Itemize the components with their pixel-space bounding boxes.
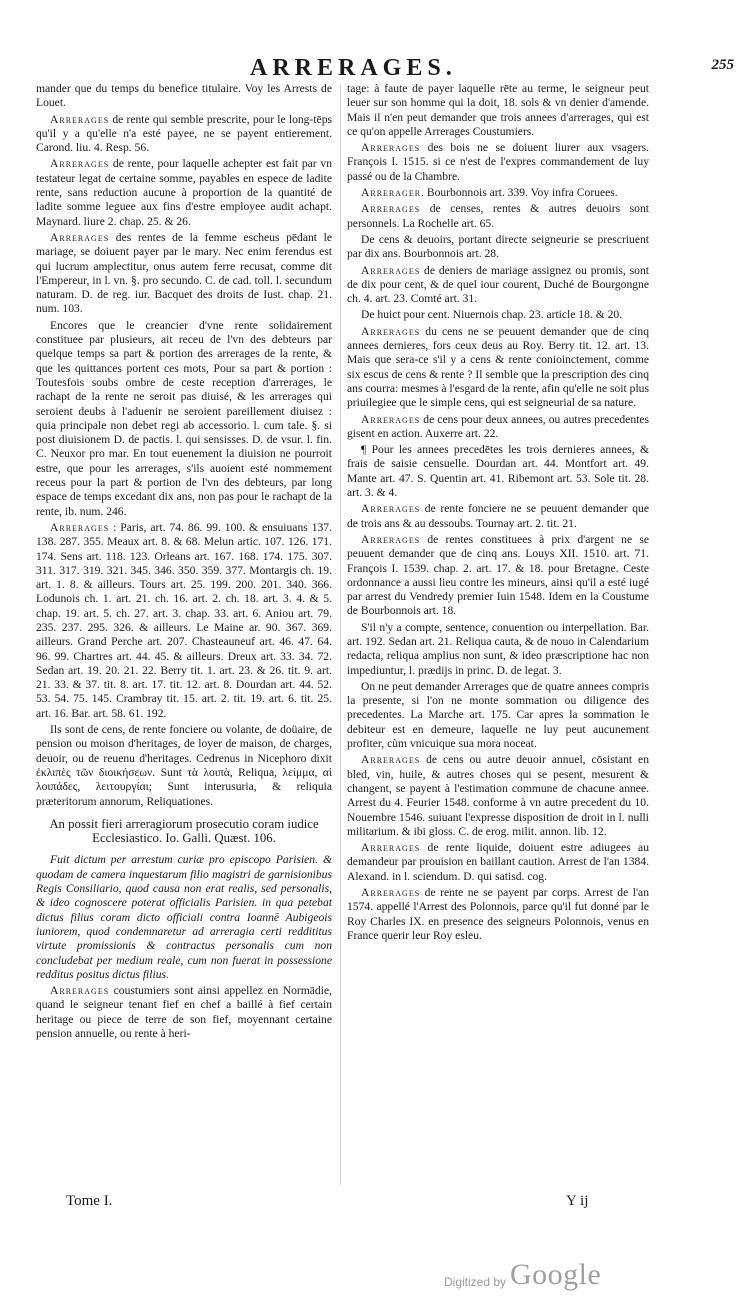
digitized-by-text: Digitized by bbox=[444, 1275, 507, 1289]
paragraph: Arrerages des bois ne se doiuent liurer aux vsagers. François I. 1515. si ce n'est de l'expres commandement de luy passé ou de la Chambre. bbox=[347, 141, 649, 183]
paragraph: Arrerages de rente fonciere ne se peuuent demander que de trois ans & au dessoubs. Tournay art. 2. tit. 21. bbox=[347, 502, 649, 530]
paragraph: Arrerages de deniers de mariage assignez ou promis, sont de dix pour cent, & de quel iour courent, Duché de Bourgongne ch. 4. art. 23. Comté art. 31. bbox=[347, 263, 649, 306]
paragraph: Arrerages de rente ne se payent par corps. Arrest de l'an 1574. appellé l'Arrest des Polonnois, parce qu'il fut donné par le Roy Charles IX. en presence des seigneurs Polonnois, venus en France querir leur Roy esleu. bbox=[347, 886, 649, 942]
paragraph: S'il n'y a compte, sentence, conuention ou interpellation. Bar. art. 192. Sedan art. 21. Reliqua cauta, & de nouo in Calendarium redacta, reliqua amplius non sunt, & ideo præscriptione hac non impediuntur, l. prædijs in princ. D. de legat. 3. bbox=[347, 620, 649, 677]
latin-paragraph: Fuit dictum per arrestum curiæ pro episcopo Parisien. & quodam de camera inquestarum filio magistri de garnisionibus Regis Consiliario, quod causa non erat realis, sed personalis, & ideo cognoscere poterat officialis Parisien. in qua petebat dictus filius coram dicto officiali contra Ioannē Aubigeois iuniorem, quod condemnaretur ad arreragia certi reddititus virtute promissionis & contractus personalis cum non concludebat per medium reale, cum non fuerat in possessione redditus positus dictus filius. bbox=[36, 853, 332, 981]
google-logo: Google bbox=[510, 1258, 602, 1291]
page-number: 255 bbox=[711, 57, 734, 73]
paragraph: Arrerages du cens ne se peuuent demander que de cinq annees dernieres, fors ceux deus au Roy. Berry tit. 12. art. 13. Mais que sera-ce s'il y a cens & rente conioinctement, comme six escus de cens & rente ? Il semble que la prescription des cinq ans courra: mesmes à l'esgard de la rente, afin qu'elle ne soit plus priuilegiee que le simple cens, qui est seigneurial de sa nature. bbox=[347, 324, 649, 410]
digitized-by-google-watermark bbox=[444, 1258, 624, 1298]
signature-mark: Y ij bbox=[566, 1193, 589, 1209]
column-divider bbox=[340, 85, 341, 1185]
paragraph: Arrerages de rente liquide, doiuent estre adiugees au demandeur par prouision en baillant caution. Arrest de l'an 1384. Alexand. in l. sciendum. D. qui satisd. cog. bbox=[347, 841, 649, 883]
paragraph: Arrerages de censes, rentes & autres deuoirs sont personnels. La Rochelle art. 65. bbox=[347, 202, 649, 230]
page-header bbox=[0, 55, 756, 85]
section-heading: An possit fieri arreragiorum prosecutio coram iudice Ecclesiastico. Io. Galli. Quæst. 106. bbox=[49, 816, 319, 846]
paragraph: Arrerager. Bourbonnois art. 339. Voy infra Coruees. bbox=[361, 186, 618, 200]
paragraph: Ils sont de cens, de rente fonciere ou volante, de doüaire, de pension ou moison d'heritages, de loyer de maison, de charges, deuoir, ou de reuenu d'heritages. Cedrenus in Nicephoro dixit ἐκλιπὲς τῶν διοικήσεων. Sunt τὰ λοιπὰ, Reliqua, λείμμα, αἱ λοιπάδες, λειτουργίαι; Sunt interusuria, & reliquia præteritorum annorum, Reliquationes. bbox=[36, 723, 332, 808]
paragraph: Arrerages de cens pour deux annees, ou autres precedentes gisent en action. Auxerre art. 22. bbox=[347, 412, 649, 440]
right-column bbox=[347, 82, 649, 945]
paragraph: De huict pour cent. Niuernois chap. 23. article 18. & 20. bbox=[361, 308, 623, 322]
paragraph: Arrerages de rentes constituees à prix d'argent ne se peuuent demander que de cinq ans. Louys XII. 1510. art. 71. François I. 1539. chap. 2. art. 17. & 18. pour Bretagne. Ceste ordonnance a aussi lieu contre les mineurs, ainsi qu'il a esté iugé par arrest du Vendredy premier Iuin 1548. Idem en la Coustume de Bourbonnois art. 18. bbox=[347, 532, 649, 618]
paragraph: Encores que le creancier d'vne rente solidairement constituee par plusieurs, ait receu de l'vn des debteurs par quelque temps sa part & portion des arrerages de la rente, & que les quittances portent ces mots, Pour sa part & portion : Toutesfois soubs ombre de ceste reception d'arrerages, le rachapt de la rente ne seroit pas diuisé, & les arrerages qui seroient deubs à l'aduenir ne seroient pareillement diuisez : quia principale non debet regi ab accessorio. l. cum tale. §. si post diuisionem D. de pactis. l. qui sensisses. D. de vsur. l. fin. C. Neuxor pro mar. En tout euenement la diuision ne pourroit estre, que pour les arrerages, s'ils auoient esté nommement receus pour la part & portion de l'vn des debteurs, par long espace de temps excedant dix ans, non pas pour le rachapt de la rente, ib. num. 246. bbox=[36, 318, 332, 518]
paragraph: Arrerages des rentes de la femme escheus pēdant le mariage, se doiuent payer par le mary. Nec enim ferendus est qui lucrum amplectitur, onus autem ferre recusat, comme dit l'Empereur, in l. vn. §. pro secundo. C. de cad. toll. l. secundum naturam. D. de reg. iur. Bacquet des droits de Iust. chap. 21. num. 103. bbox=[36, 230, 332, 316]
paragraph: mander que du temps du benefice titulaire. Voy les Arrests de Louet. bbox=[36, 82, 332, 110]
paragraph: Arrerages de cens ou autre deuoir annuel, cōsistant en bled, vin, huile, & autres choses qui se pesent, mesurent & changent, se payent à l'estimation commune de chacune annee. Arrest du 4. Feurier 1548. conforme à vn autre precedent du 10. Nouembre 1546. suiuant l'expresse disposition de droit in l. nulli militarium. & ibi gloss. C. de erog. milit. annon. lib. 12. bbox=[347, 753, 649, 838]
left-column bbox=[36, 82, 332, 1043]
running-title: ARRERAGES. bbox=[250, 55, 457, 81]
paragraph: On ne peut demander Arrerages que de quatre annees compris la presente, si l'on ne monte sommation ou diligence des precedentes. La Marche art. 175. Car apres la sommation le debiteur est en demeure, laquelle ne luy peut aucunement profiter, cùm vnicuique sua mora noceat. bbox=[347, 679, 649, 751]
paragraph: tage: à faute de payer laquelle rēte au terme, le seigneur peut leuer sur son homme qui la doit, 18. sols & vn denier d'amende. Mais il n'en peut demander que trois annees d'arrerages, qui est ce qu'on appelle Arrerages Coustumiers. bbox=[347, 82, 649, 138]
paragraph: De cens & deuoirs, portant directe seigneurie se prescriuent par dix ans. Bourbonnois art. 28. bbox=[347, 232, 649, 261]
paragraph: Arrerages de rente qui semble prescrite, pour le long-tēps qu'il y a qu'elle n'a esté payee, ne se payent entierement. Carond. liu. 4. Resp. 56. bbox=[36, 112, 332, 155]
tome-label: Tome I. bbox=[66, 1193, 113, 1209]
paragraph: Arrerages coustumiers sont ainsi appellez en Normādie, quand le seigneur tenant fief en chef a baillé à fief certain heritage ou piece de terre de son fief, moyennant certaine pension annuelle, ou rente à heri- bbox=[36, 984, 332, 1040]
paragraph: ¶ Pour les annees precedētes les trois dernieres annees, & frais de saisie censuelle. Dourdan art. 44. Montfort art. 49. Mante art. 47. S. Quentin art. 41. Ribemont art. 53. Sole tit. 28. art. 3. & 4. bbox=[347, 443, 649, 500]
paragraph: Arrerages de rente, pour laquelle achepter est fait par vn testateur legat de certaine somme, payables en espece de ladite rente, sans reduction aucune à proportion de la quantité de ladite somme leguee aux fins d'estre employee audit achapt. Maynard. liure 2. chap. 25. & 26. bbox=[36, 157, 332, 228]
paragraph: Arrerages : Paris, art. 74. 86. 99. 100. & ensuiuans 137. 138. 287. 355. Meaux art. 8. & 68. Melun artic. 107. 126. 171. 174. Sens art. 118. 123. Orleans art. 167. 168. 174. 175. 307. 311. 317. 319. 321. 345. 346. 350. 359. 377. Montargis ch. 19. art. 1. 8. & ailleurs. Tours art. 25. 199. 200. 201. 340. 366. Lodunois ch. 1. art. 21. ch. 16. art. 2. ch. 18. art. 3. 4. & 5. chap. 19. art. 5. ch. 27. art. 3. chap. 33. art. 6. Aniou art. 79. 235. 237. 295. 326. & ailleurs. Le Maine ar. 90. 367. 369. ailleurs. Grand Perche art. 207. Chasteauneuf art. 46. 47. 64. 96. 99. Chartres art. 44. 45. & ailleurs. Dreux art. 33. 34. 72. Sedan art. 19. 20. 21. 22. Berry tit. 1. art. 23. & 26. tit. 9. art. 21. 33. & 37. tit. 8. art. 17. tit. 12. art. 8. Dourdan art. 44. 52. 53. 54. 75. 145. Crambray tit. 15. art. 2. tit. 19. art. 6. tit. 25. art. 16. Bar. art. 58. 61. 192. bbox=[36, 520, 332, 720]
